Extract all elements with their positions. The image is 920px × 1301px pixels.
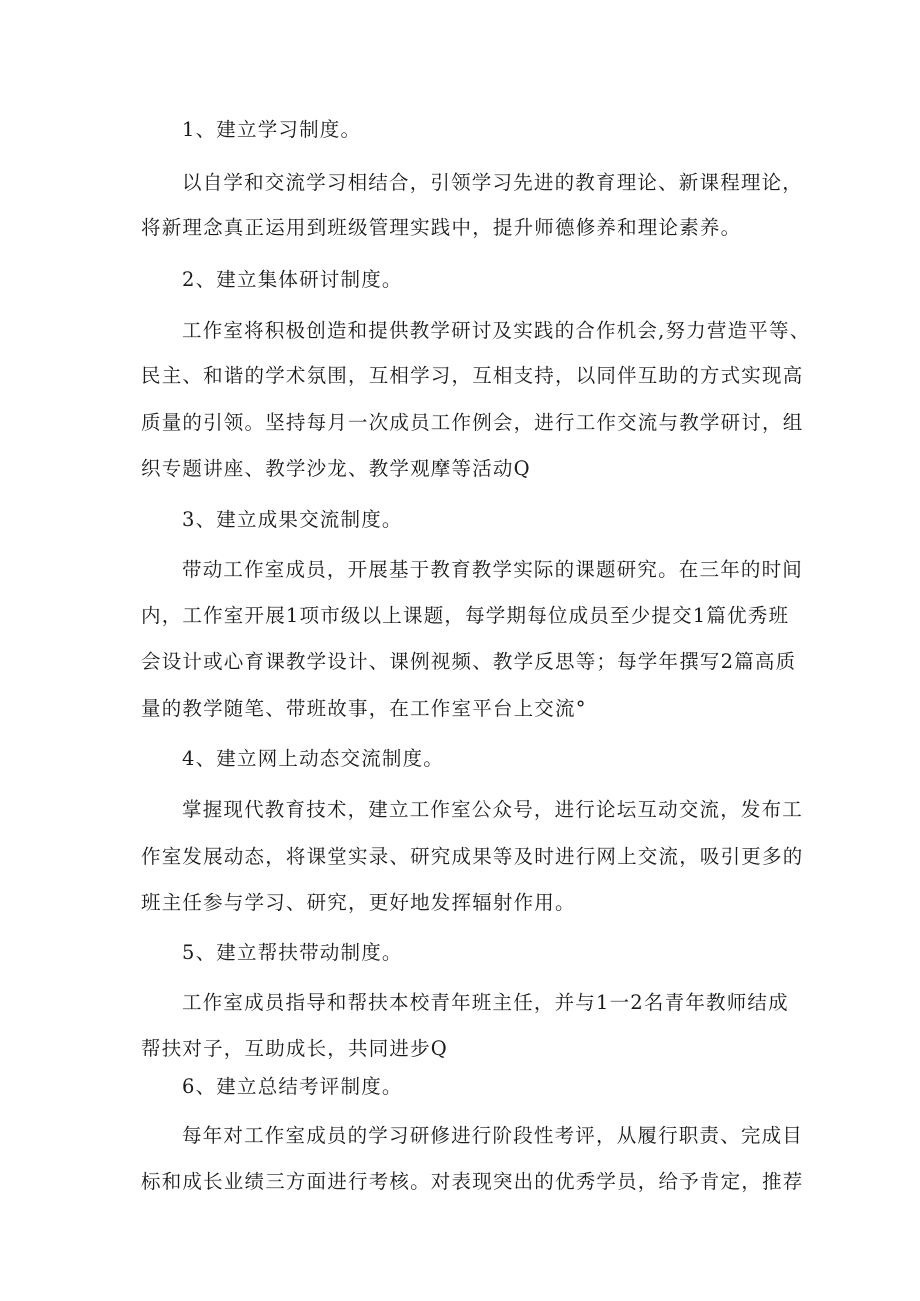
section-4-line-2: 作室发展动态，将课堂实录、研究成果等及时进行网上交流，吸引更多的 [141, 845, 804, 868]
section-2-line-3: 质量的引领。坚持每月一次成员工作例会，进行工作交流与教学研讨，组 [141, 411, 804, 434]
section-1-line-2: 将新理念真正运用到班级管理实践中，提升师德修养和理论素养。 [141, 216, 742, 239]
section-heading-4: 4、建立网上动态交流制度。 [182, 747, 445, 770]
section-3-line-3: 会设计或心育课教学设计、课例视频、教学反思等；每学年撰写2篇高质 [141, 650, 797, 673]
section-6-line-2: 标和成长业绩三方面进行考核。对表现突出的优秀学员，给予肯定，推荐 [141, 1170, 804, 1193]
section-1-line-1: 以自学和交流学习相结合，引领学习先进的教育理论、新课程理论， [182, 171, 804, 194]
section-heading-6: 6、建立总结考评制度。 [182, 1075, 403, 1098]
section-heading-3: 3、建立成果交流制度。 [182, 508, 403, 531]
section-3-line-2: 内，工作室开展1项市级以上课题，每学期每位成员至少提交1篇优秀班 [141, 604, 790, 627]
section-6-line-1: 每年对工作室成员的学习研修进行阶段性考评，从履行职责、完成目 [182, 1124, 804, 1147]
section-heading-5: 5、建立帮扶带动制度。 [182, 941, 403, 964]
section-5-line-1: 工作室成员指导和帮扶本校青年班主任，并与1一2名青年教师结成 [182, 991, 789, 1014]
section-2-line-4: 织专题讲座、教学沙龙、教学观摩等活动Q [141, 457, 531, 480]
section-5-line-2: 帮扶对子，互助成长，共同进步Q [141, 1037, 448, 1060]
section-2-line-2: 民主、和谐的学术氛围，互相学习，互相支持，以同伴互助的方式实现高 [141, 364, 804, 387]
section-heading-2: 2、建立集体研讨制度。 [182, 268, 403, 291]
section-3-line-1: 带动工作室成员，开展基于教育教学实际的课题研究。在三年的时间 [182, 558, 804, 581]
section-4-line-3: 班主任参与学习、研究，更好地发挥辐射作用。 [141, 891, 576, 914]
section-heading-1: 1、建立学习制度。 [182, 118, 362, 141]
section-3-line-4: 量的教学随笔、带班故事，在工作室平台上交流° [141, 697, 587, 720]
section-4-line-1: 掌握现代教育技术，建立工作室公众号，进行论坛互动交流，发布工 [182, 798, 804, 821]
section-2-line-1: 工作室将积极创造和提供教学研讨及实践的合作机会,努力营造平等、 [182, 319, 811, 342]
